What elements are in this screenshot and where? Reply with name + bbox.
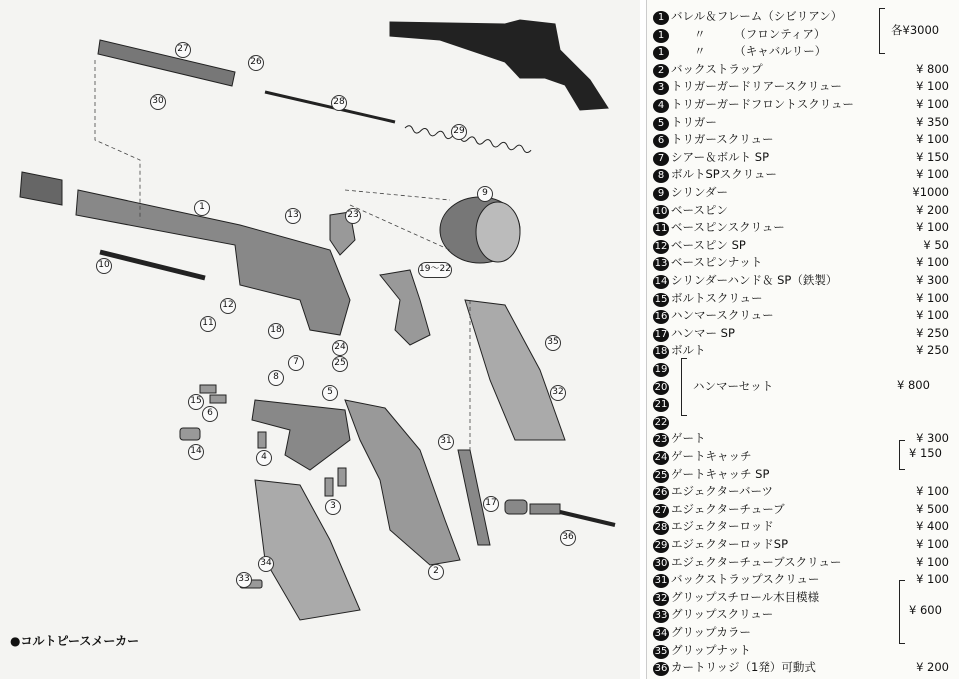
- part-row: [653, 430, 953, 447]
- part-number: 11: [654, 223, 668, 235]
- part-row: [653, 166, 953, 183]
- part-price: ¥ 250: [916, 343, 949, 358]
- part-price: ¥ 100: [916, 220, 949, 235]
- part-price: ¥ 250: [916, 325, 949, 340]
- screw: [325, 478, 333, 496]
- part-number: 22: [654, 416, 668, 428]
- part-name: ベースピンスクリュー: [671, 220, 785, 235]
- part-number: 32: [654, 592, 668, 604]
- part-row: [653, 307, 953, 324]
- part-row: [653, 78, 953, 95]
- callout-17: 17: [483, 496, 499, 512]
- part-name: ボルトスクリュー: [671, 290, 763, 305]
- part-number: 1: [653, 29, 669, 43]
- part-row: [653, 114, 953, 131]
- part-name: ボルト: [671, 343, 706, 358]
- callout-23: 23: [345, 208, 361, 224]
- part-name: バックストラップ: [671, 61, 763, 76]
- callout-8: 8: [268, 370, 284, 386]
- part-name: ベースピンナット: [671, 255, 763, 270]
- part-name: カートリッジ（1発）可動式: [671, 660, 816, 675]
- part-number: 5: [653, 117, 669, 131]
- part-number: 4: [653, 99, 669, 113]
- part-name: 〃 （フロンティア）: [671, 26, 826, 41]
- part-number: 29: [654, 540, 668, 551]
- grip-group-price: ¥ 600: [909, 603, 942, 617]
- part-row: [653, 360, 953, 377]
- grip-brace: [899, 580, 905, 644]
- part-name: エジェクターロッド: [671, 519, 774, 534]
- part-name: ベースピン SP: [671, 237, 746, 252]
- part-number: 20: [654, 381, 668, 393]
- base-pin: [100, 252, 205, 278]
- part-row: [653, 395, 953, 412]
- part-number: 19: [654, 364, 668, 375]
- revolver-silhouette: [390, 20, 608, 110]
- part-price: ¥ 100: [916, 79, 949, 94]
- part-row: [653, 131, 953, 148]
- part-price: ¥ 350: [916, 114, 949, 129]
- hammer-set-brace: [681, 358, 687, 416]
- part-number: 10: [654, 205, 668, 217]
- part-row: [653, 466, 953, 483]
- part-row: [653, 61, 953, 78]
- part-number: 1: [653, 11, 669, 25]
- part-number: 33: [654, 610, 668, 622]
- callout-15: 15: [188, 394, 204, 410]
- part-number: 16: [654, 311, 668, 323]
- part-number: 35: [654, 645, 668, 657]
- part-name: ハンマースクリュー: [671, 308, 774, 323]
- part-row: [653, 483, 953, 500]
- part-number: 2: [653, 64, 669, 78]
- callout-9: 9: [477, 186, 493, 202]
- part-row: [653, 448, 953, 465]
- screw: [258, 432, 266, 448]
- part-price: ¥ 100: [916, 484, 949, 499]
- part-price: ¥ 100: [916, 308, 949, 323]
- part-number: 21: [654, 399, 668, 411]
- part-price: ¥ 100: [916, 572, 949, 587]
- part-row: [653, 413, 953, 430]
- part-number: 6: [653, 134, 669, 148]
- callout-13: 13: [285, 208, 301, 224]
- part-price: ¥ 100: [916, 290, 949, 305]
- part-price: ¥ 100: [916, 554, 949, 569]
- part-name: エジェクターロッドSP: [671, 537, 789, 551]
- callout-18: 18: [268, 323, 284, 339]
- part-price: ¥1000: [912, 185, 949, 199]
- callout-12: 12: [220, 298, 236, 314]
- part-row: [653, 659, 953, 676]
- backstrap: [345, 400, 460, 565]
- frame-group-price: 各¥3000: [891, 23, 940, 37]
- part-number: 23: [654, 434, 668, 446]
- callout-28: 28: [331, 95, 347, 111]
- part-number: 27: [654, 504, 668, 516]
- screw: [210, 395, 226, 403]
- part-number: 34: [654, 628, 668, 639]
- part-row: [653, 202, 953, 219]
- part-name: グリップスクリュー: [671, 607, 774, 622]
- part-name: シリンダーハンド＆ SP（鉄製）: [671, 273, 838, 287]
- callout-31: 31: [438, 434, 454, 450]
- part-name: ハンマー SP: [671, 325, 735, 340]
- gate-catch-brace: [899, 440, 905, 470]
- barrel-short: [20, 172, 62, 205]
- frame-brace: [879, 8, 885, 54]
- part-number: 1: [653, 46, 669, 60]
- part-row: [653, 272, 953, 289]
- hammer-set-name: ハンマーセット: [693, 379, 774, 393]
- part-name: グリップナット: [671, 642, 751, 657]
- screw: [338, 468, 346, 486]
- part-number: 28: [654, 522, 668, 534]
- part-row: [653, 571, 953, 588]
- part-row: [653, 325, 953, 342]
- callout-34: 34: [258, 556, 274, 572]
- ejector-spring: [404, 125, 531, 153]
- part-number: 30: [654, 557, 668, 569]
- part-number: 18: [654, 346, 668, 358]
- part-name: シアー＆ボルト SP: [671, 149, 770, 164]
- part-number: 26: [654, 487, 668, 499]
- callout-32: 32: [550, 385, 566, 401]
- part-price: ¥ 100: [916, 97, 949, 111]
- screw: [180, 428, 200, 440]
- part-price: ¥ 500: [916, 501, 949, 516]
- part-price: ¥ 150: [916, 149, 949, 164]
- part-name: グリップスチロール木目模様: [671, 589, 820, 604]
- part-row: [653, 606, 953, 623]
- part-row: [653, 501, 953, 518]
- part-name: 〃 （キャバルリー）: [671, 44, 827, 59]
- part-number: 17: [654, 328, 668, 340]
- part-row: [653, 342, 953, 359]
- barrel-frame: [76, 190, 350, 335]
- callout-35: 35: [545, 335, 561, 351]
- part-name: バックストラップスクリュー: [671, 572, 820, 587]
- callout-1: 1: [194, 200, 210, 216]
- part-name: エジェクターチューブ: [671, 501, 785, 516]
- part-price: ¥ 100: [916, 255, 949, 270]
- callout-3: 3: [325, 499, 341, 515]
- part-name: トリガーガードフロントスクリュー: [671, 97, 854, 111]
- part-name: グリップカラー: [671, 625, 751, 639]
- gate-catch-price: ¥ 150: [909, 446, 942, 460]
- grip-left: [255, 480, 360, 620]
- part-name: バレル＆フレーム（シビリアン）: [671, 9, 843, 23]
- part-row: [653, 96, 953, 113]
- part-name: シリンダー: [671, 185, 729, 199]
- screw: [200, 385, 216, 393]
- part-number: 8: [653, 169, 669, 183]
- part-row: [653, 254, 953, 271]
- hammer-set-price: ¥ 800: [897, 378, 930, 392]
- part-name: ベースピン: [671, 202, 728, 217]
- part-number: 14: [654, 276, 668, 287]
- callout-24: 24: [332, 340, 348, 356]
- part-number: 24: [654, 452, 668, 463]
- part-number: 25: [654, 469, 668, 481]
- part-number: 13: [654, 258, 668, 270]
- part-name: エジェクターチューブスクリュー: [671, 554, 842, 569]
- part-name: トリガー: [671, 114, 717, 129]
- part-name: ゲートキャッチ: [671, 449, 752, 463]
- parts-price-list: [646, 0, 959, 679]
- grip-right: [465, 300, 565, 440]
- callout-7: 7: [288, 355, 304, 371]
- part-name: トリガーガードリアースクリュー: [671, 79, 842, 94]
- part-row: [653, 589, 953, 606]
- callout-26: 26: [248, 55, 264, 71]
- callout-30: 30: [150, 94, 166, 110]
- ejector-tube: [98, 40, 235, 86]
- part-price: ¥ 300: [916, 431, 949, 446]
- part-row: [653, 554, 953, 571]
- callout-6: 6: [202, 406, 218, 422]
- callout-25: 25: [332, 356, 348, 372]
- part-row: [653, 518, 953, 535]
- part-name: ボルトSPスクリュー: [671, 167, 777, 182]
- part-price: ¥ 400: [916, 519, 949, 534]
- part-row: [653, 237, 953, 254]
- part-number: 12: [654, 240, 668, 252]
- part-price: ¥ 200: [916, 660, 949, 675]
- part-row: [653, 184, 953, 201]
- part-number: 7: [653, 152, 669, 166]
- part-row: [653, 536, 953, 553]
- ejector-rod: [265, 92, 395, 122]
- part-number: 31: [654, 575, 668, 587]
- part-price: ¥ 100: [916, 537, 949, 551]
- callout-36: 36: [560, 530, 576, 546]
- part-price: ¥ 800: [916, 61, 949, 76]
- part-price: ¥ 200: [916, 202, 949, 217]
- callout-14: 14: [188, 444, 204, 460]
- callout-4: 4: [256, 450, 272, 466]
- part-number: 36: [654, 663, 668, 675]
- part-row: [653, 290, 953, 307]
- callout-11: 11: [200, 316, 216, 332]
- callout-2: 2: [428, 564, 444, 580]
- callout-27: 27: [175, 42, 191, 58]
- callout-19-22: 19～22: [418, 262, 452, 278]
- callout-10: 10: [96, 258, 112, 274]
- hammer: [380, 270, 430, 345]
- part-row: [653, 642, 953, 659]
- part-price: ¥ 100: [916, 167, 949, 182]
- part-row: [653, 149, 953, 166]
- callout-29: 29: [451, 124, 467, 140]
- part-name: ゲートキャッチ SP: [671, 466, 770, 481]
- part-number: 15: [654, 293, 668, 305]
- diagram-caption: ●コルトピースメーカー: [10, 634, 140, 648]
- part-row: [653, 219, 953, 236]
- part-row: [653, 624, 953, 641]
- part-row: [653, 43, 953, 60]
- part-number: 9: [653, 187, 669, 201]
- callout-5: 5: [322, 385, 338, 401]
- cartridge: [505, 500, 527, 514]
- part-price: ¥ 100: [916, 132, 949, 147]
- part-name: トリガースクリュー: [671, 132, 774, 147]
- part-number: 3: [653, 81, 669, 95]
- part-name: エジェクターバーツ: [671, 484, 774, 499]
- callout-33: 33: [236, 572, 252, 588]
- part-price: ¥ 300: [916, 273, 949, 287]
- part-name: ゲート: [671, 431, 706, 446]
- part-price: ¥ 50: [923, 237, 949, 252]
